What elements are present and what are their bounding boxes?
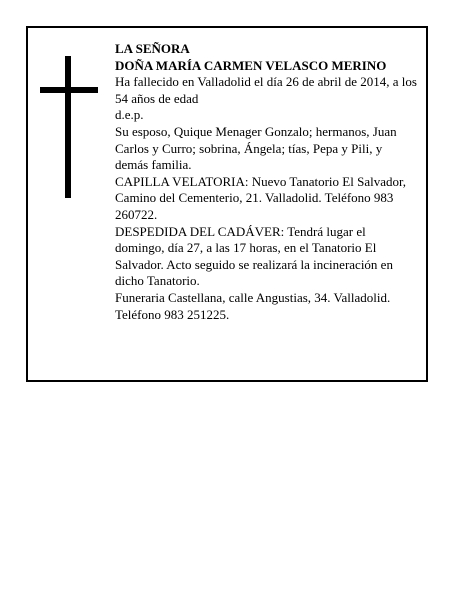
farewell-info: DESPEDIDA DEL CADÁVER: Tendrá lugar el domingo, día 27, a las 17 horas, en el Tanatorio El Salvador. Acto seguido se realizará la incineración en dicho Tanatorio. [115, 223, 393, 289]
deceased-name: DOÑA MARÍA CARMEN VELASCO MERINO [115, 57, 387, 73]
chapel-info: CAPILLA VELATORIA: Nuevo Tanatorio El Salvador, Camino del Cementerio, 21. Valladolid. Teléfono 983 260722. [115, 173, 407, 222]
death-statement: Ha fallecido en Valladolid el día 26 de abril de 2014, a los 54 años de edad [115, 74, 417, 106]
funeral-home-info: Funeraria Castellana, calle Angustias, 34. Valladolid. Teléfono 983 251225. [115, 289, 391, 322]
cross-icon [40, 56, 98, 198]
notice-heading: LA SEÑORA [115, 41, 190, 56]
dep-line: d.e.p. [115, 107, 144, 123]
cross-vertical-bar [65, 56, 71, 198]
cross-horizontal-bar [40, 87, 98, 93]
notice-text [115, 41, 417, 323]
obituary-notice [26, 26, 428, 382]
family-list: Su esposo, Quique Menager Gonzalo; hermanos, Juan Carlos y Curro; sobrina, Ángela; tías, Pepa y Pili, y demás familia. [115, 123, 397, 173]
